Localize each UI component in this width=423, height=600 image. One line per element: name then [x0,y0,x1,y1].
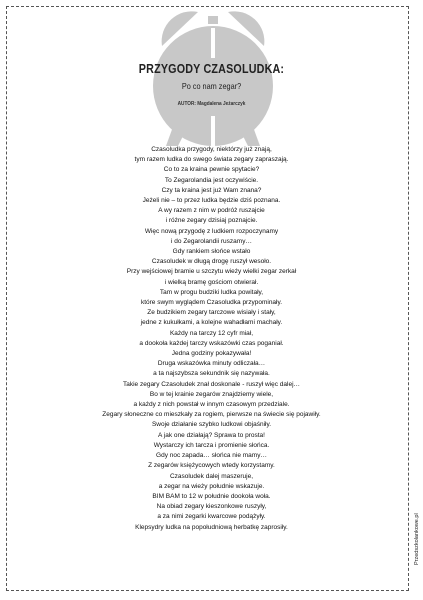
poem-line: Swoje działanie szybko ludkowi objaśniły. [151,421,272,429]
poem-line: To Zegarolandia jest oczywiście. [164,176,259,184]
poem-line: Klepsydry ludka na popołudniową herbatkę zaprosiły. [135,523,288,531]
poem-line: które swym wyglądem Czasoludka przypominały. [140,299,283,307]
poem-line: Czasoludek w długą drogę ruszył wesoło. [151,258,272,266]
poem-line: Wystarczy ich tarcza i promienie słońca. [153,441,270,449]
poem-line: Jedna godziny pokazywała! [171,350,252,358]
poem-line: Każdy na tarczy 12 cyfr miał, [169,329,254,337]
poem-line: A jak one działają? Sprawa to prosta! [158,431,265,439]
poem-line: BIM BAM to 12 w południe dookoła woła. [152,492,271,500]
poem-line: tym razem ludka do swego świata zegary zapraszają. [134,156,289,164]
poem-line: Co to za kraina pewnie spytacie? [163,166,260,174]
side-watermark-label: Przedszkolankowe.pl [414,513,420,565]
poem-line: Gdy rankiem słońce wstało [172,248,251,256]
poem-line: Gdy noc zapada… słońca nie mamy… [156,452,267,460]
poem-line: Na obiad zegary kieszonkowe ruszyły, [156,503,267,511]
poem-line: Takie zegary Czasoludek znał doskonale - ruszył więc dalej… [122,380,301,388]
poem-line: Jeżeli nie – to przez ludka będzie dziś poznana. [142,197,281,205]
poem-line: Tam w progu budziki ludka powitały, [159,288,264,296]
poem-body [0,145,423,533]
poem-line: a każdy z nich powstał w innym czasowym przedziale. [133,401,290,409]
poem-line: Czy ta kraina jest już Wam znana? [161,186,262,194]
poem-line: Czasoludek dalej maszeruje, [169,472,254,480]
poem-line: a za nimi zegarki kwarcowe podążyły. [157,513,266,521]
document-title: PRZYGODY CZASOLUDKA: [138,62,285,76]
poem-line: jedne z kukułkami, a kolejne wahadłami machały. [140,319,283,327]
poem-line: Druga wskazówka minuty odliczała… [157,360,266,368]
poem-line: i do Zegarolandii ruszamy… [171,237,252,245]
poem-line: a ta najszybsza sekundnik się nazywała. [153,370,270,378]
poem-line: A wy razem z nim w podróż ruszajcie [158,207,265,215]
poem-line: Czasoludka przygody, niektórzy już znają, [151,146,272,153]
author-label: AUTOR: Magdalena Jeżarczyk [177,101,246,107]
poem-line: Bo w tej krainie zegarów znajdziemy wiele, [149,390,274,398]
poem-line: Z zegarów księżycowych wtedy korzystamy. [148,462,275,470]
poem-line: Przy wejściowej bramie u szczytu wieży wielki zegar zerkał [126,268,297,276]
poem-line: i wielką bramę gościom otwierał. [164,278,259,286]
header [0,62,423,91]
poem-line: Ze budzikiem zegary tarczowe wisiały i stały, [147,309,276,317]
poem-line: Więc nową przygodę z ludkiem rozpoczynamy [144,227,279,235]
poem-line: a dookoła każdej tarczy wskazówki czas poganiał. [139,339,284,347]
document-subtitle: Po co nam zegar? [181,81,242,91]
poem-line: i różne zegary dzisiaj poznajcie. [165,217,258,225]
poem-line: a zegar na wieży południe wskazuje. [158,482,265,490]
poem-line: Zegary słoneczne co mieszkały za rogiem, pierwsze na świecie się pojawiły. [102,411,321,419]
